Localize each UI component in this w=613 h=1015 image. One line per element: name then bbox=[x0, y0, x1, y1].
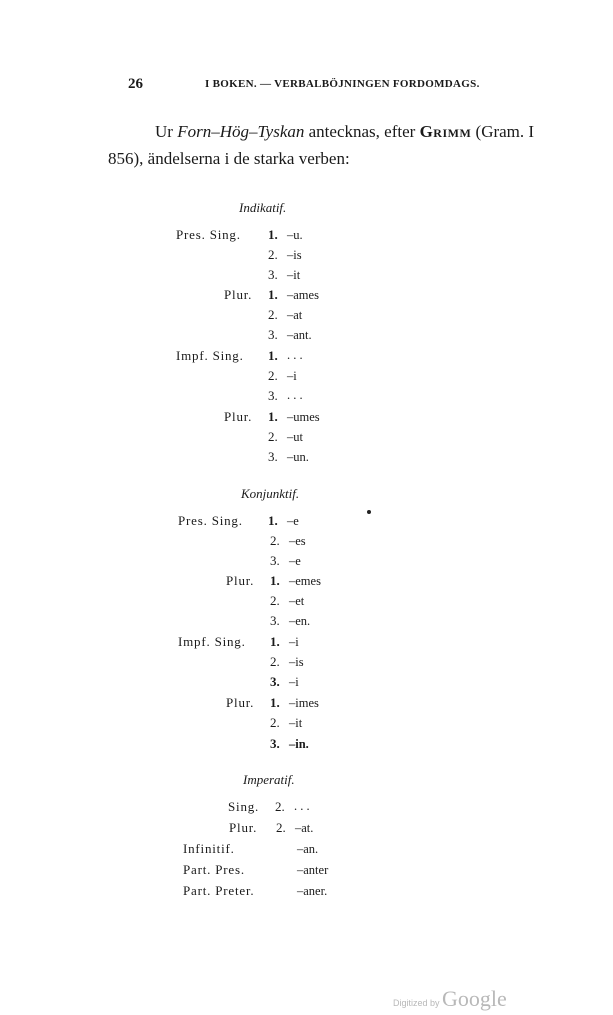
table-row-ending: –aner. bbox=[297, 884, 328, 898]
table-row-ending: –i bbox=[287, 369, 297, 383]
table-row-number: 2. bbox=[275, 799, 285, 814]
table-row-ending: –en. bbox=[289, 614, 311, 628]
table-row-ending: –it bbox=[289, 716, 303, 730]
page-number: 26 bbox=[128, 76, 143, 92]
table-row-label: Plur. bbox=[224, 409, 253, 424]
table-row-number: 3. bbox=[268, 327, 278, 342]
intro-line-1 bbox=[155, 118, 534, 145]
table-row-ending: –i bbox=[289, 635, 299, 649]
table-row-number: 1. bbox=[268, 227, 278, 242]
table-row-label: Plur. bbox=[226, 573, 255, 588]
table-row-ending: –e bbox=[289, 554, 301, 568]
table-row-ending: –ut bbox=[287, 430, 303, 444]
table-row-ending: –et bbox=[289, 594, 305, 608]
section-title-imperatif: Imperatif. bbox=[243, 772, 295, 787]
table-row-label: Infinitif. bbox=[183, 841, 235, 856]
intro-line-2: 856), ändelserna i de starka verben: bbox=[108, 149, 350, 168]
watermark-google-text: Google bbox=[442, 986, 507, 1011]
intro-text-e: (Gram. I bbox=[471, 122, 535, 141]
ink-speck bbox=[367, 510, 371, 514]
table-row-label: Pres. Sing. bbox=[178, 513, 243, 528]
table-row-number: 2. bbox=[270, 593, 280, 608]
table-row-ending: –in. bbox=[289, 737, 309, 751]
section-title-indikatif: Indikatif. bbox=[239, 200, 287, 215]
table-row-number: 1. bbox=[270, 634, 280, 649]
table-row-ending: –at bbox=[287, 308, 303, 322]
table-row-number: 3. bbox=[268, 449, 278, 464]
table-row-label: Impf. Sing. bbox=[176, 348, 244, 363]
table-row-label: Plur. bbox=[226, 695, 255, 710]
table-row-number: 1. bbox=[268, 287, 278, 302]
table-row-ending: –at. bbox=[295, 821, 314, 835]
table-row-label: Part. Preter. bbox=[183, 883, 255, 898]
table-row-label: Sing. bbox=[228, 799, 260, 814]
table-row-ending: –emes bbox=[289, 574, 321, 588]
table-row-number: 3. bbox=[270, 553, 280, 568]
intro-author: Grimm bbox=[419, 122, 472, 141]
table-row-number: 2. bbox=[270, 533, 280, 548]
table-row-ending: –i bbox=[289, 675, 299, 689]
intro-source-name: Forn–Hög–Tyskan bbox=[177, 122, 305, 141]
table-row-number: 3. bbox=[270, 674, 280, 689]
running-header bbox=[0, 76, 613, 96]
intro-text-a: Ur bbox=[155, 122, 178, 141]
table-row-number: 2. bbox=[276, 820, 286, 835]
table-row-number: 1. bbox=[268, 348, 278, 363]
table-row-number: 1. bbox=[270, 573, 280, 588]
table-row-ending: –is bbox=[289, 655, 304, 669]
table-row-number: 3. bbox=[270, 613, 280, 628]
table-row-label: Impf. Sing. bbox=[178, 634, 246, 649]
table-row-ending: –un. bbox=[287, 450, 309, 464]
table-row-ending: –an. bbox=[297, 842, 319, 856]
table-row-ending: . . . bbox=[287, 348, 303, 362]
table-row-label: Plur. bbox=[229, 820, 258, 835]
running-head: I BOKEN. — VERBALBÖJNINGEN FORDOMDAGS. bbox=[205, 78, 480, 90]
table-row-number: 1. bbox=[270, 695, 280, 710]
table-row-number: 3. bbox=[268, 267, 278, 282]
table-row-ending: –umes bbox=[287, 410, 320, 424]
table-row-number: 2. bbox=[270, 715, 280, 730]
table-row-ending: –anter bbox=[297, 863, 329, 877]
table-row-number: 1. bbox=[268, 409, 278, 424]
watermark-small-text: Digitized by bbox=[393, 998, 443, 1008]
digitized-by-google-watermark bbox=[393, 986, 507, 1012]
table-row-number: 3. bbox=[268, 388, 278, 403]
table-row-ending: –e bbox=[287, 514, 299, 528]
table-row-number: 3. bbox=[270, 736, 280, 751]
table-row-ending: –it bbox=[287, 268, 301, 282]
table-row-number: 1. bbox=[268, 513, 278, 528]
table-row-number: 2. bbox=[268, 429, 278, 444]
table-row-ending: –imes bbox=[289, 696, 319, 710]
table-row-ending: –es bbox=[289, 534, 306, 548]
table-row-ending: . . . bbox=[287, 388, 303, 402]
table-row-number: 2. bbox=[270, 654, 280, 669]
table-row-ending: –u. bbox=[287, 228, 303, 242]
table-row-number: 2. bbox=[268, 247, 278, 262]
table-row-label: Part. Pres. bbox=[183, 862, 245, 877]
table-row-label: Plur. bbox=[224, 287, 253, 302]
table-row-ending: –ames bbox=[287, 288, 319, 302]
table-row-label: Pres. Sing. bbox=[176, 227, 241, 242]
table-row-ending: –ant. bbox=[287, 328, 312, 342]
intro-text-c: antecknas, efter bbox=[304, 122, 420, 141]
table-row-number: 2. bbox=[268, 368, 278, 383]
table-row-ending: . . . bbox=[294, 799, 310, 813]
section-title-konjunktif: Konjunktif. bbox=[241, 486, 300, 501]
table-row-number: 2. bbox=[268, 307, 278, 322]
table-row-ending: –is bbox=[287, 248, 302, 262]
